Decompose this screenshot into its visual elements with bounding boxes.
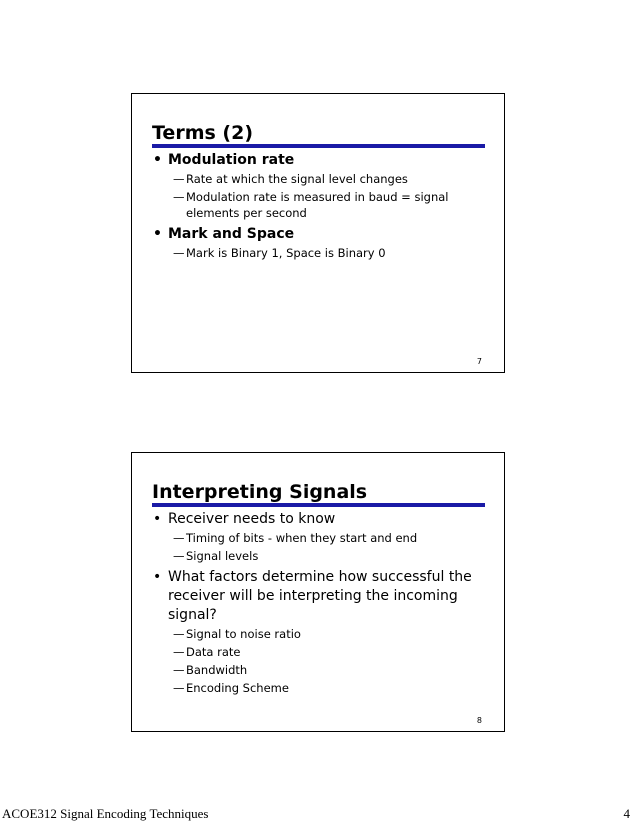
sub-item-text: Encoding Scheme bbox=[186, 681, 289, 695]
bullet-text: Mark and Space bbox=[168, 226, 295, 242]
sub-item-text: Mark is Binary 1, Space is Binary 0 bbox=[186, 246, 386, 260]
dash-icon: — bbox=[173, 531, 185, 545]
dash-icon: — bbox=[173, 681, 185, 695]
sub-item bbox=[153, 171, 498, 187]
dash-icon: — bbox=[173, 190, 185, 204]
slide-terms bbox=[131, 93, 505, 373]
sub-list bbox=[153, 626, 498, 696]
slide-content bbox=[153, 151, 498, 265]
bullet-icon: • bbox=[153, 511, 162, 527]
sub-item-text: Data rate bbox=[186, 645, 241, 659]
bullet-item bbox=[153, 568, 498, 625]
sub-item-text: Timing of bits - when they start and end bbox=[186, 531, 418, 545]
slide-title: Interpreting Signals bbox=[152, 481, 368, 503]
sub-item-text: Rate at which the signal level changes bbox=[186, 172, 408, 186]
sub-item-text: Bandwidth bbox=[186, 663, 248, 677]
bullet-icon: • bbox=[153, 569, 162, 585]
sub-item-text: Signal levels bbox=[186, 549, 259, 563]
sub-item bbox=[153, 626, 498, 642]
sub-item bbox=[153, 662, 498, 678]
sub-item-text: Modulation rate is measured in baud = signal elements per second bbox=[186, 190, 449, 220]
bullet-item bbox=[153, 151, 498, 170]
slide-content bbox=[153, 510, 498, 700]
title-underline bbox=[152, 144, 485, 148]
footer-course-title: ACOE312 Signal Encoding Techniques bbox=[2, 806, 209, 821]
bullet-item bbox=[153, 510, 498, 529]
sub-item bbox=[153, 530, 498, 546]
title-underline bbox=[152, 503, 485, 507]
sub-item bbox=[153, 644, 498, 660]
bullet-text: Modulation rate bbox=[168, 152, 295, 168]
dash-icon: — bbox=[173, 645, 185, 659]
sub-item bbox=[153, 245, 498, 261]
sub-item bbox=[153, 680, 498, 696]
footer-page-number: 4 bbox=[623, 806, 630, 821]
sub-item bbox=[153, 548, 498, 564]
sub-list bbox=[153, 171, 498, 221]
slide-number: 7 bbox=[476, 357, 482, 366]
sub-list bbox=[153, 530, 498, 564]
bullet-icon: • bbox=[153, 152, 162, 168]
dash-icon: — bbox=[173, 549, 185, 563]
dash-icon: — bbox=[173, 172, 185, 186]
slide-number: 8 bbox=[476, 716, 482, 725]
sub-item-text: Signal to noise ratio bbox=[186, 627, 301, 641]
bullet-item bbox=[153, 225, 498, 244]
dash-icon: — bbox=[173, 627, 185, 641]
dash-icon: — bbox=[173, 246, 185, 260]
bullet-text: What factors determine how successful the receiver will be interpreting the incoming signal? bbox=[168, 569, 472, 623]
sub-list bbox=[153, 245, 498, 261]
slide-interpreting-signals bbox=[131, 452, 505, 732]
slide-title: Terms (2) bbox=[152, 122, 254, 144]
bullet-icon: • bbox=[153, 226, 162, 242]
sub-item bbox=[153, 189, 498, 221]
dash-icon: — bbox=[173, 663, 185, 677]
bullet-text: Receiver needs to know bbox=[168, 511, 336, 527]
